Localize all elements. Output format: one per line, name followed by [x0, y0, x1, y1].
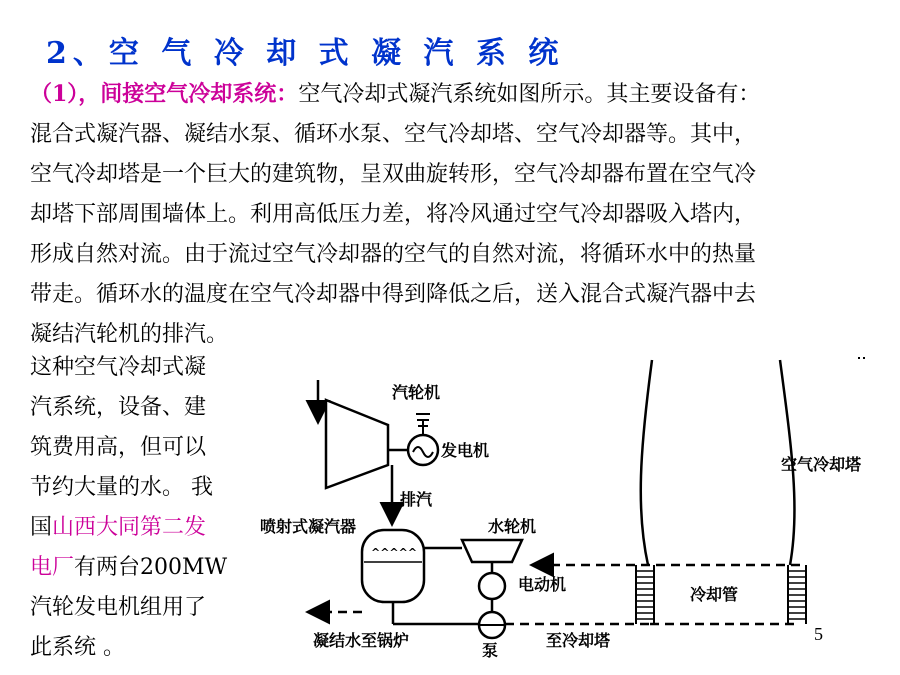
label-to-tower: 至冷却塔	[546, 631, 611, 650]
paragraph-line: 却塔下部周围墙体上。利用高低压力差，将冷风通过空气冷却器吸入塔内，	[30, 202, 757, 227]
cooling-tube-left	[636, 565, 654, 624]
cooling-tube-right	[788, 565, 806, 624]
label-cooling-tower: 空气冷却塔	[781, 455, 862, 474]
cooling-tower-left-wall	[641, 360, 652, 565]
label-cooling-tube: 冷却管	[690, 585, 739, 604]
intro-lead: （1），间接空气冷却系统：	[30, 81, 299, 107]
label-condensate: 凝结水至锅炉	[313, 631, 410, 650]
label-generator: 发电机	[441, 441, 490, 460]
side-line: 节约大量的水。 我	[30, 475, 213, 500]
label-water-turbine: 水轮机	[488, 517, 537, 536]
spray-nozzles-icon: ^^^^^	[371, 546, 418, 559]
paragraph-line: 形成自然对流。由于流过空气冷却器的空气的自然对流，将循环水中的热量	[30, 242, 757, 267]
label-condenser: 喷射式凝汽器	[260, 517, 357, 536]
side-line: 筑费用高，但可以	[30, 435, 207, 460]
turbine-body	[326, 400, 388, 488]
side-line-text: 国	[30, 515, 53, 540]
paragraph-line: 凝结汽轮机的排汽。	[30, 322, 229, 347]
highlight-plant-name: 山西大同第二发	[52, 515, 207, 540]
label-motor: 电动机	[518, 575, 567, 594]
paragraph-line: 空气冷却塔是一个巨大的建筑物，呈双曲旋转形，空气冷却器布置在空气冷	[30, 162, 757, 187]
motor-icon	[479, 573, 505, 599]
side-line: 汽轮发电机组用了	[30, 595, 207, 620]
highlight-plant-name-end: 电厂	[30, 555, 75, 580]
paragraph-line: 带走。循环水的温度在空气冷却器中得到降低之后，送入混合式凝汽器中去	[30, 282, 757, 307]
condenser-vessel	[362, 530, 424, 602]
side-line: 汽系统，设备、建	[30, 395, 207, 420]
side-line: 此系统 。	[30, 635, 125, 660]
side-line: 这种空气冷却式凝	[30, 355, 207, 380]
label-turbine: 汽轮机	[392, 383, 441, 402]
page-number: 5	[814, 624, 823, 644]
side-line-text: 有两台200MW	[74, 555, 228, 580]
water-turbine-body	[462, 540, 522, 562]
paragraph-line: 混合式凝汽器、凝结水泵、循环水泵、空气冷却塔、空气冷却器等。其中，	[30, 122, 757, 147]
slide-title: 2、空 气 冷 却 式 凝 汽 系 统	[46, 36, 565, 71]
label-pump: 泵	[482, 641, 499, 660]
label-exhaust: 排汽	[400, 490, 433, 509]
intro-rest: 空气冷却式凝汽系统如图所示。其主要设备有：	[298, 82, 761, 107]
